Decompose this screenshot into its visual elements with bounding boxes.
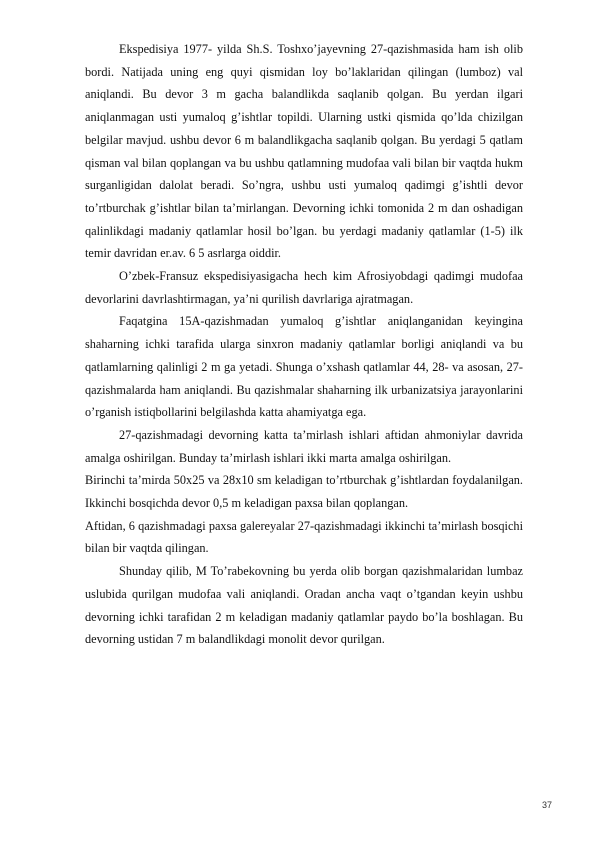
paragraph: 27-qazishmadagi devorning katta ta’mirlash ishlari aftidan ahmoniylar davrida amalga oshirilgan. Bunday ta’mirlash ishlari ikki marta amalga oshirilgan.: [85, 427, 523, 465]
paragraph: Faqatgina 15A-qazishmadan yumaloq g’ishtlar aniqlanganidan keyingina shaharning ichki tarafida ularga sinxron madaniy qatlamlar borligi aniqlandi va bu qatlamlarning qalinligi 2 m ga yetadi. Shunga o’xshash qatlamlar 44, 28- va asosan, 27- qazishmalarda ham aniqlandi. Bu qazishmalar shaharning ilk urbanizatsiya jarayonlarini o’rganish istiqbollarini belgilashda katta ahamiyatga ega.: [85, 314, 523, 420]
paragraph: O’zbek-Fransuz ekspedisiyasigacha hech kim Afrosiyobdagi qadimgi mudofaa devorlarini davrlashtirmagan, ya’ni qurilish davrlariga ajratmagan.: [85, 269, 523, 306]
paragraph: Shunday qilib, M To’rabekovning bu yerda olib borgan qazishmalaridan lumbaz uslubida qurilgan mudofaa vali aniqlandi. Oradan ancha vaqt o’tgandan keyin ushbu devorning ichki tarafidan 2 m keladigan madaniy qatlamlar paydo bo’la boshlagan. Bu devorning ustidan 7 m balandlikdagi monolit devor qurilgan.: [85, 564, 523, 647]
page-number: 37: [541, 800, 552, 810]
document-page: [85, 38, 523, 651]
paragraph: Aftidan, 6 qazishmadagi paxsa galereyalar 27-qazishmadagi ikkinchi ta’mirlash bosqichi bilan bir vaqtda qilingan.: [85, 518, 523, 556]
paragraph: Birinchi ta’mirda 50x25 va 28x10 sm keladigan to’rtburchak g’ishtlardan foydalanilgan. Ikkinchi bosqichda devor 0,5 m keladigan paxsa bilan qoplangan.: [85, 473, 523, 511]
paragraph: Ekspedisiya 1977- yilda Sh.S. Toshxo’jayevning 27-qazishmasida ham ish olib bordi. Natijada uning eng quyi qismidan loy bo’laklaridan qilingan (lumboz) val aniqlandi. Bu devor 3 m gacha balandlikda saqlanib qolgan. Bu yerdan ilgari aniqlanmagan usti yumaloq g’ishtlar topildi. Ularning ustki qismida qo’lda chizilgan belgilar mavjud. ushbu devor 6 m balandlikgacha saqlanib qolgan. Bu yerdagi 5 qatlam qisman val bilan qoplangan va bu ushbu qatlamning mudofaa vali bilan bir vaqtda hukm surganligidan dalolat beradi. So’ngra, ushbu usti yumaloq qadimgi g’ishtli devor to’rtburchak g’ishtlar bilan ta’mirlangan. Devorning ichki tomonida 2 m dan oshadigan qalinlikdagi madaniy qatlamlar hosil bo’lgan. bu yerdagi madaniy qatlamlar (1-5) ilk temir davridan er.av. 6 5 asrlarga oiddir.: [85, 42, 523, 261]
